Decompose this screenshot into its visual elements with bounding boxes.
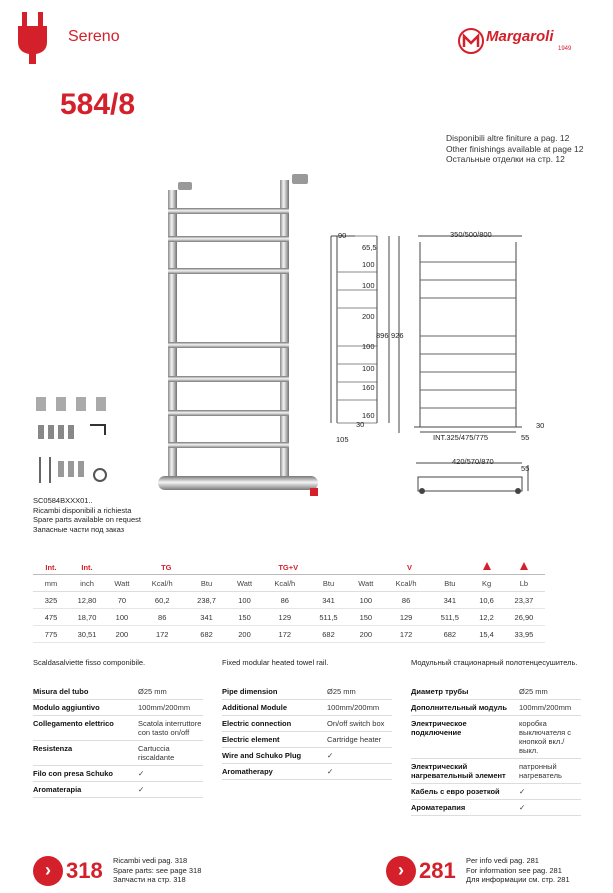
brand-logo — [458, 26, 580, 60]
feature-row — [222, 748, 392, 764]
cell: 682 — [429, 626, 470, 643]
feature-row — [33, 684, 203, 700]
dim-front-int: INT.325/475/775 — [433, 433, 489, 442]
unit-cell: Btu — [186, 575, 228, 592]
feature-value: ✓ — [519, 803, 526, 812]
feature-key: Misura del tubo — [33, 687, 89, 696]
cell: 100 — [228, 592, 262, 609]
feature-key: Ароматерапия — [411, 803, 466, 812]
feature-value: патронный нагреватель — [519, 762, 562, 780]
cell: 33,95 — [503, 626, 545, 643]
dim-gap-4: 200 — [362, 312, 375, 321]
cell: 100 — [349, 592, 383, 609]
dim-gap-3: 100 — [362, 281, 375, 290]
features-en — [222, 684, 392, 780]
feature-value: ✓ — [327, 767, 334, 776]
unit-cell: Kcal/h — [261, 575, 308, 592]
cell: 341 — [308, 592, 349, 609]
feature-row — [33, 716, 203, 741]
feature-value: ✓ — [138, 785, 145, 794]
feature-key: Электрический нагревательный элемент — [411, 762, 506, 780]
spare-line-en: Spare parts available on request — [33, 515, 141, 524]
cell: 12,80 — [69, 592, 105, 609]
dim-gap-6: 100 — [362, 364, 375, 373]
feature-row — [411, 759, 581, 784]
cell: 325 — [33, 592, 69, 609]
feature-value: 100mm/200mm — [327, 703, 380, 712]
feature-key: Modulo aggiuntivo — [33, 703, 100, 712]
feature-value: Cartuccia riscaldante — [138, 744, 175, 762]
dim-front-top: 350/500/800 — [450, 230, 492, 239]
feature-value: Cartridge heater — [327, 735, 382, 744]
cell: 86 — [383, 592, 430, 609]
feature-value: Ø25 mm — [138, 687, 167, 696]
col-v: V — [349, 560, 470, 575]
cell: 238,7 — [186, 592, 228, 609]
unit-cell: Kcal/h — [383, 575, 430, 592]
cell: 341 — [429, 592, 470, 609]
col-tgv: TG+V — [228, 560, 349, 575]
unit-cell: Watt — [349, 575, 383, 592]
dim-side-depth: 105 — [336, 435, 349, 444]
feature-row — [33, 700, 203, 716]
cell: 18,70 — [69, 609, 105, 626]
brand-name: Margaroli — [486, 28, 554, 45]
cell: 23,37 — [503, 592, 545, 609]
weight-lb-icon — [503, 560, 545, 575]
spare-line-it: Ricambi disponibili a richiesta — [33, 505, 132, 515]
dim-gap-5: 100 — [362, 342, 375, 351]
brand-mark-icon — [458, 28, 484, 54]
features-it — [33, 684, 203, 798]
feature-row — [222, 700, 392, 716]
cell: 30,51 — [69, 626, 105, 643]
dim-front-right: 55 — [521, 433, 530, 442]
ref-line: Запчасти на стр. 318 — [113, 875, 186, 884]
col-int-mm: Int. — [33, 560, 69, 575]
feature-row — [222, 684, 392, 700]
feature-row — [33, 766, 203, 782]
cell: 15,4 — [470, 626, 503, 643]
dim-plan-depth: 55 — [521, 464, 530, 473]
cell: 775 — [33, 626, 69, 643]
cell: 86 — [139, 609, 186, 626]
feature-key: Дополнительный модуль — [411, 703, 507, 712]
table-units-row — [33, 575, 545, 592]
info-page[interactable]: 281 — [419, 858, 456, 883]
feature-key: Кабель с евро розеткой — [411, 787, 500, 796]
cell: 682 — [186, 626, 228, 643]
chevron-right-icon[interactable]: › — [33, 856, 63, 886]
feature-key: Диаметр трубы — [411, 687, 469, 696]
feature-value: ✓ — [138, 769, 145, 778]
feature-row — [411, 800, 581, 816]
dim-gap-2: 100 — [362, 260, 375, 269]
feature-row — [411, 700, 581, 716]
unit-cell: Kcal/h — [139, 575, 186, 592]
table-row — [33, 626, 545, 643]
cell: 60,2 — [139, 592, 186, 609]
dim-gap-8: 160 — [362, 411, 375, 420]
cell: 682 — [308, 626, 349, 643]
front-view-drawing — [410, 232, 530, 442]
cell: 129 — [383, 609, 430, 626]
feature-value: 100mm/200mm — [519, 703, 572, 712]
finish-ru: Остальные отделки на стр. 12 — [446, 154, 565, 164]
description-it: Scaldasalviette fisso componibile. — [33, 658, 146, 667]
cell: 475 — [33, 609, 69, 626]
cell: 12,2 — [470, 609, 503, 626]
feature-key: Filo con presa Schuko — [33, 769, 114, 778]
feature-value: коробка выключателя с кнопкой вкл./выкл. — [519, 719, 572, 755]
cell: 341 — [186, 609, 228, 626]
unit-cell: Watt — [105, 575, 139, 592]
ref-line: Per info vedi pag. 281 — [466, 856, 539, 865]
spare-parts-page[interactable]: 318 — [66, 858, 103, 883]
finishes-note — [446, 133, 584, 165]
feature-value: Ø25 mm — [327, 687, 356, 696]
info-ref — [466, 856, 570, 885]
feature-key: Electric connection — [222, 719, 292, 728]
spare-parts-ref — [113, 856, 201, 885]
feature-row — [411, 716, 581, 759]
cell: 200 — [228, 626, 262, 643]
unit-cell: Watt — [228, 575, 262, 592]
unit-cell: Kg — [470, 575, 503, 592]
description-ru: Модульный стационарный полотенцесушитель. — [411, 658, 578, 667]
unit-cell: inch — [69, 575, 105, 592]
feature-key: Collegamento elettrico — [33, 719, 114, 728]
feature-key: Aromaterapia — [33, 785, 82, 794]
model-number: 584/8 — [60, 88, 136, 121]
ref-line: Ricambi vedi pag. 318 — [113, 856, 188, 865]
spare-parts-image — [30, 395, 120, 495]
cell: 200 — [349, 626, 383, 643]
feature-key: Электрическое подключение — [411, 719, 467, 737]
feature-row — [33, 782, 203, 798]
feature-row — [411, 684, 581, 700]
unit-cell: Lb — [503, 575, 545, 592]
table-row — [33, 609, 545, 626]
feature-value: ✓ — [327, 751, 334, 760]
towel-rail-image — [150, 170, 330, 510]
ref-line: Для информации см. стр. 281 — [466, 875, 570, 884]
cell: 10,6 — [470, 592, 503, 609]
finish-en: Other finishings available at page 12 — [446, 143, 584, 154]
feature-row — [222, 732, 392, 748]
dim-height-a: 896 — [376, 331, 389, 340]
cell: 70 — [105, 592, 139, 609]
feature-row — [411, 784, 581, 800]
feature-key: Wire and Schuko Plug — [222, 751, 302, 760]
cell: 86 — [261, 592, 308, 609]
feature-key: Electric element — [222, 735, 280, 744]
dim-side-bottom: 30 — [356, 420, 365, 429]
cell: 172 — [139, 626, 186, 643]
cell: 172 — [261, 626, 308, 643]
cell: 172 — [383, 626, 430, 643]
dim-gap-1: 65,5 — [362, 243, 377, 252]
cell: 150 — [349, 609, 383, 626]
feature-key: Resistenza — [33, 744, 73, 753]
series-title: Sereno — [68, 28, 120, 45]
chevron-right-icon[interactable]: › — [386, 856, 416, 886]
cell: 200 — [105, 626, 139, 643]
cell: 26,90 — [503, 609, 545, 626]
cell: 129 — [261, 609, 308, 626]
dim-side-top: 90 — [338, 231, 347, 240]
unit-cell: Btu — [308, 575, 349, 592]
unit-cell: Btu — [429, 575, 470, 592]
col-int-inch: Int. — [69, 560, 105, 575]
ref-line: For information see pag. 281 — [466, 865, 562, 875]
spare-code: SC0584BXXX01.. — [33, 496, 93, 505]
feature-key: Aromatherapy — [222, 767, 273, 776]
feature-value: Scatola interruttore con tasto on/off — [138, 719, 202, 737]
weight-kg-icon — [470, 560, 503, 575]
feature-key: Pipe dimension — [222, 687, 278, 696]
dim-gap-7: 160 — [362, 383, 375, 392]
feature-value: Ø25 mm — [519, 687, 548, 696]
finish-it: Disponibili altre finiture a pag. 12 — [446, 133, 570, 143]
feature-value: ✓ — [519, 787, 526, 796]
table-group-header — [33, 560, 545, 575]
spare-line-ru: Запасные части под заказ — [33, 524, 125, 534]
spare-parts-note — [33, 496, 141, 534]
unit-cell: mm — [33, 575, 69, 592]
feature-value: 100mm/200mm — [138, 703, 191, 712]
feature-row — [222, 716, 392, 732]
cell: 150 — [228, 609, 262, 626]
table-row — [33, 592, 545, 609]
col-tg: TG — [105, 560, 228, 575]
cell: 511,5 — [308, 609, 349, 626]
dim-height-b: 926 — [391, 331, 404, 340]
spec-table — [33, 560, 545, 643]
cell: 511,5 — [429, 609, 470, 626]
dim-front-right2: 30 — [536, 421, 545, 430]
cell: 100 — [105, 609, 139, 626]
plug-icon — [16, 12, 52, 64]
feature-row — [33, 741, 203, 766]
feature-key: Additional Module — [222, 703, 287, 712]
feature-row — [222, 764, 392, 780]
feature-value: On/off switch box — [327, 719, 385, 728]
description-en: Fixed modular heated towel rail. — [222, 658, 329, 667]
brand-year: 1949 — [558, 46, 572, 52]
dim-plan-width: 420/570/870 — [452, 457, 494, 466]
features-ru — [411, 684, 581, 816]
ref-line: Spare parts: see page 318 — [113, 865, 202, 875]
